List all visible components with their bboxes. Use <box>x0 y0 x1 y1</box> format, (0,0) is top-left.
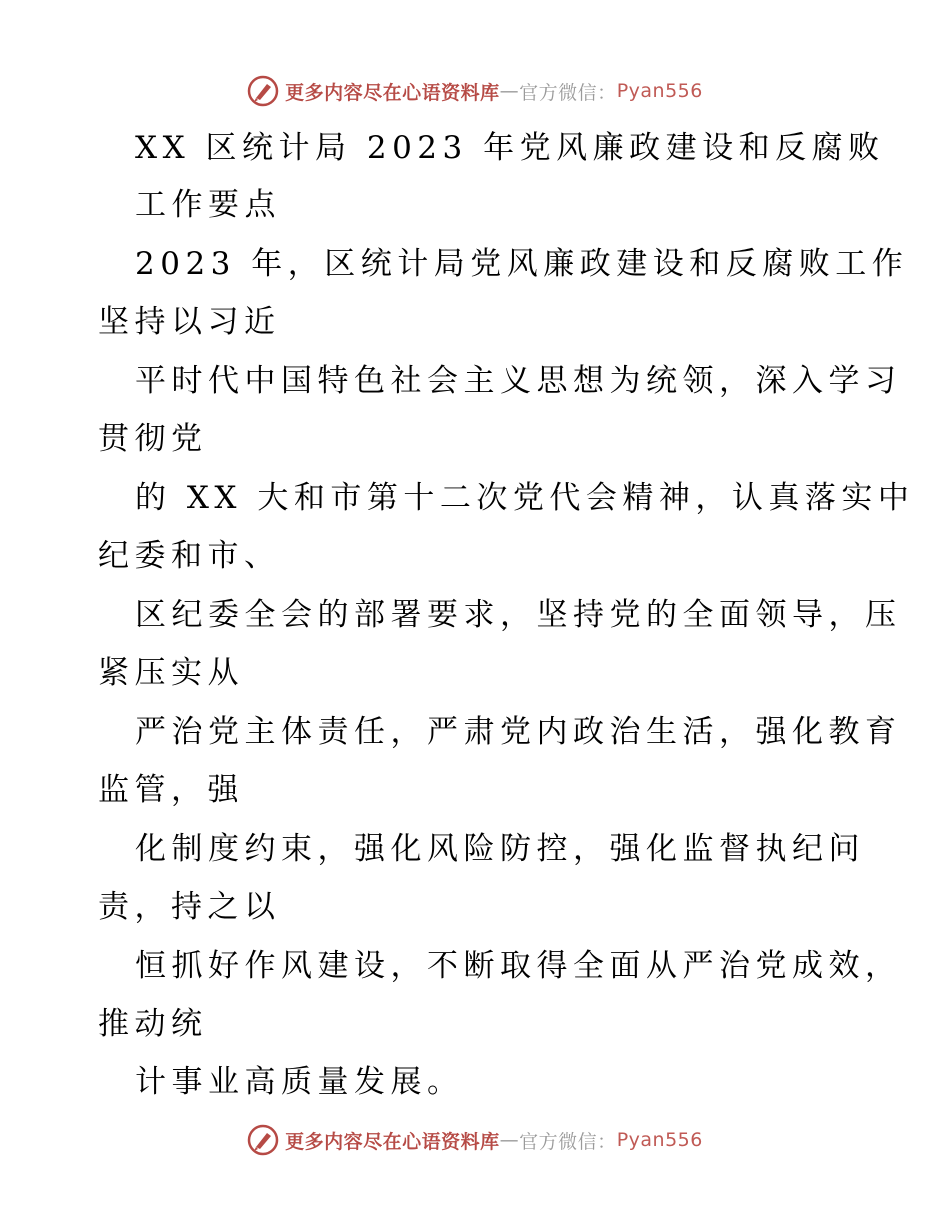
body-line: 责，持之以 <box>98 889 281 925</box>
watermark-prefix: 更多内容尽在心语资料库 <box>285 81 500 104</box>
watermark-prefix: 更多内容尽在心语资料库 <box>285 1130 500 1153</box>
body-line: 2023 年，区统计局党风廉政建设和反腐败工作 <box>135 246 909 282</box>
body-line: 紧压实从 <box>98 655 244 691</box>
body-line: 监管，强 <box>98 772 244 808</box>
body-line: 坚持以习近 <box>98 304 281 340</box>
pen-logo-icon <box>247 75 279 107</box>
body-line: 计事业高质量发展。 <box>135 1064 464 1100</box>
body-line: 的 XX 大和市第十二次党代会精神，认真落实中 <box>135 480 915 516</box>
body-line: 推动统 <box>98 1006 208 1042</box>
body-line: 化制度约束，强化风险防控，强化监督执纪问 <box>135 831 865 867</box>
document-title-line-2: 工作要点 <box>135 187 281 223</box>
watermark-suffix: 官方微信： <box>519 1130 617 1153</box>
body-line: 纪委和市、 <box>98 538 281 574</box>
watermark-account: Pyan556 <box>616 1129 703 1151</box>
watermark-suffix: 官方微信： <box>519 81 617 104</box>
body-line: 区纪委全会的部署要求，坚持党的全面领导，压 <box>135 597 902 633</box>
body-line: 贯彻党 <box>98 421 208 457</box>
body-line: 平时代中国特色社会主义思想为统领，深入学习 <box>135 363 902 399</box>
pen-logo-icon <box>247 1124 279 1156</box>
watermark-dash: — <box>499 80 520 102</box>
body-line: 严治党主体责任，严肃党内政治生活，强化教育 <box>135 714 902 750</box>
document-title-line-1: XX 区统计局 2023 年党风廉政建设和反腐败 <box>135 130 885 166</box>
header-watermark <box>0 73 950 109</box>
body-line: 恒抓好作风建设，不断取得全面从严治党成效， <box>135 948 902 984</box>
watermark-account: Pyan556 <box>616 80 703 102</box>
footer-watermark <box>0 1122 950 1158</box>
watermark-dash: — <box>499 1129 520 1151</box>
